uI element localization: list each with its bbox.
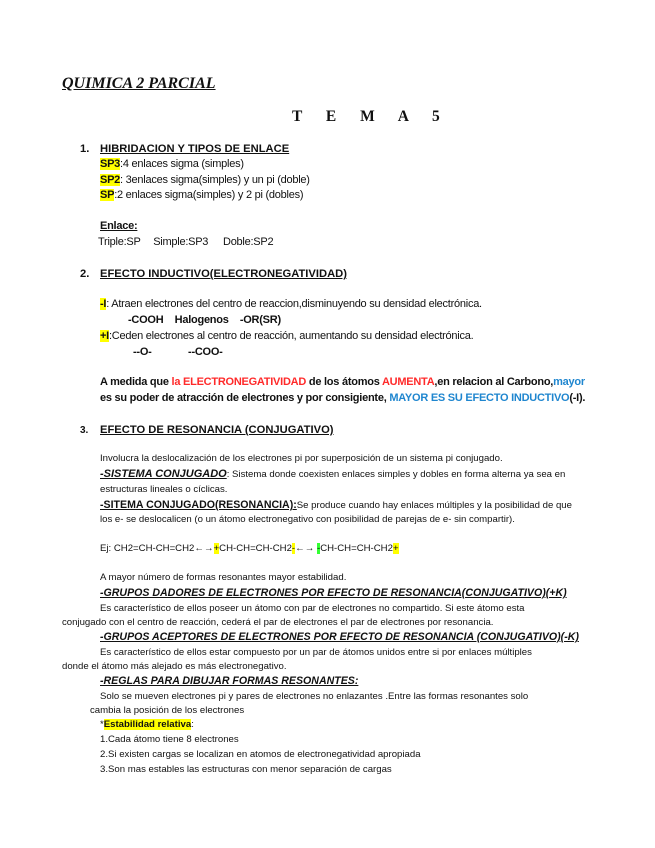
grupos-dadores-heading: -GRUPOS DADORES DE ELECTRONES POR EFECTO DE RESONANCIA(CONJUGATIVO)(+K) bbox=[100, 587, 567, 599]
dadores-text-2: conjugado con el centro de reacción, cederá el par de electrones el par de electrones por resonancia. bbox=[62, 617, 494, 628]
sp3-text: :4 enlaces sigma (simples) bbox=[120, 158, 244, 170]
resonance-arrow-2: ←→ bbox=[295, 543, 315, 554]
sitema-conjugado-line-2: los e- se deslocalicen (o un átomo electronegativo con posibilidad de parejas de e- sin compartir). bbox=[100, 514, 515, 525]
sitema-conjugado-label: -SITEMA CONJUGADO(RESONANCIA): bbox=[100, 499, 297, 511]
section-1-number: 1. bbox=[80, 143, 90, 155]
minus-charge-2: - bbox=[316, 543, 321, 554]
sitema-conjugado-line bbox=[100, 499, 572, 511]
plus-i-examples: --O- --COO- bbox=[133, 346, 223, 358]
grupos-aceptores-heading: -GRUPOS ACEPTORES DE ELECTRONES POR EFECTO DE RESONANCIA (CONJUGATIVO)(-K) bbox=[100, 631, 579, 643]
ej-part-b: CH-CH=CH-CH2 bbox=[219, 543, 292, 554]
dadores-text-1: Es característico de ellos poseer un átomo con par de electrones no compartido. Si este átomo esta bbox=[100, 603, 525, 614]
para-a: A medida que bbox=[100, 376, 172, 388]
resonance-intro: Involucra la deslocalización de los electrones pi por superposición de un sistema pi conjugado. bbox=[100, 453, 503, 464]
plus-i-line bbox=[100, 330, 473, 342]
estabilidad-star: * bbox=[100, 719, 104, 730]
estabilidad-colon: : bbox=[191, 719, 194, 730]
aceptores-text-1: Es característico de ellos estar compuesto por un par de átomos unidos entre si por enlaces múltiples bbox=[100, 647, 532, 658]
plus-charge-1: + bbox=[213, 543, 220, 554]
sp3-line bbox=[100, 158, 244, 170]
sp2-label: SP2 bbox=[100, 174, 121, 186]
rule-2: 2.Si existen cargas se localizan en atomos de electronegatividad apropiada bbox=[100, 749, 421, 760]
aumenta-red: AUMENTA bbox=[381, 376, 435, 388]
section-3-number: 3. bbox=[80, 425, 89, 436]
electronegatividad-red: la ELECTRONEGATIVIDAD bbox=[171, 376, 307, 388]
sitema-conjugado-text: Se produce cuando hay enlaces múltiples y la posibilidad de que bbox=[296, 500, 572, 511]
reglas-text-2: cambia la posición de los electrones bbox=[90, 705, 245, 716]
ej-part-a: Ej: CH2=CH-CH=CH2 bbox=[100, 543, 195, 554]
enlace-heading: Enlace: bbox=[100, 220, 138, 232]
para-g: es su poder de atracción de electrones y por consigiente, bbox=[100, 392, 390, 404]
example-equation bbox=[100, 543, 399, 554]
resonance-arrow-1: ←→ bbox=[194, 543, 214, 554]
mayor-numero-line: A mayor número de formas resonantes mayor estabilidad. bbox=[100, 572, 347, 583]
ej-part-c: CH-CH=CH-CH2 bbox=[320, 543, 393, 554]
plus-i-text: :Ceden electrones al centro de reacción, aumentando su densidad electrónica. bbox=[108, 330, 474, 342]
minus-i-text: : Atraen electrones del centro de reaccion,disminuyendo su densidad electrónica. bbox=[106, 298, 482, 310]
enlace-triple: Triple:SP bbox=[98, 236, 141, 248]
sistema-conjugado-text: : Sistema donde coexisten enlaces simples y dobles en forma alterna ya sea en bbox=[226, 469, 566, 480]
enlace-doble: Doble:SP2 bbox=[223, 236, 274, 248]
section-3-heading: EFECTO DE RESONANCIA (CONJUGATIVO) bbox=[100, 424, 334, 436]
minus-i-label: -I bbox=[100, 298, 107, 310]
inductive-paragraph-line-1 bbox=[100, 376, 585, 388]
estabilidad-line bbox=[100, 719, 194, 730]
enlace-simple: Simple:SP3 bbox=[153, 236, 209, 248]
para-i: (-I). bbox=[569, 392, 586, 404]
plus-i-label: +I bbox=[100, 330, 109, 342]
inductive-paragraph-line-2 bbox=[100, 392, 585, 404]
sp-text: :2 enlaces sigma(simples) y 2 pi (dobles) bbox=[114, 189, 304, 201]
plus-charge-2: + bbox=[392, 543, 399, 554]
minus-i-line bbox=[100, 298, 482, 310]
sp3-label: SP3 bbox=[100, 158, 121, 170]
sistema-conjugado-line-2: estructuras lineales o cíclicas. bbox=[100, 484, 228, 495]
aceptores-text-2: donde el átomo más alejado es más electronegativo. bbox=[62, 661, 287, 672]
sistema-conjugado-line bbox=[100, 468, 565, 480]
rule-1: 1.Cada átomo tiene 8 electrones bbox=[100, 734, 239, 745]
mayor-blue: mayor bbox=[553, 376, 585, 388]
para-c: de los átomos bbox=[306, 376, 382, 388]
mayor-efecto-blue: MAYOR ES SU EFECTO INDUCTIVO bbox=[389, 392, 570, 404]
sistema-conjugado-label: -SISTEMA CONJUGADO bbox=[100, 468, 227, 480]
sp-line bbox=[100, 189, 303, 201]
section-1-heading: HIBRIDACION Y TIPOS DE ENLACE bbox=[100, 143, 290, 155]
document-title: QUIMICA 2 PARCIAL bbox=[62, 75, 216, 92]
reglas-text-1: Solo se mueven electrones pi y pares de electrones no enlazantes .Entre las formas resonantes solo bbox=[100, 691, 529, 702]
minus-charge-1: - bbox=[291, 543, 296, 554]
estabilidad-label: Estabilidad relativa bbox=[103, 719, 192, 730]
section-2-heading: EFECTO INDUCTIVO(ELECTRONEGATIVIDAD) bbox=[100, 268, 347, 280]
tema-heading: T E M A 5 bbox=[292, 108, 450, 125]
sp-label: SP bbox=[100, 189, 115, 201]
sp2-text: : 3enlaces sigma(simples) y un pi (doble) bbox=[120, 174, 310, 186]
rule-3: 3.Son mas estables las estructuras con menor separación de cargas bbox=[100, 764, 392, 775]
enlace-types bbox=[98, 236, 273, 248]
minus-i-examples: -COOH Halogenos -OR(SR) bbox=[128, 314, 281, 326]
reglas-heading: -REGLAS PARA DIBUJAR FORMAS RESONANTES: bbox=[100, 675, 359, 687]
sp2-line bbox=[100, 174, 310, 186]
para-e: ,en relacion al Carbono, bbox=[434, 376, 554, 388]
section-2-number: 2. bbox=[80, 268, 90, 280]
